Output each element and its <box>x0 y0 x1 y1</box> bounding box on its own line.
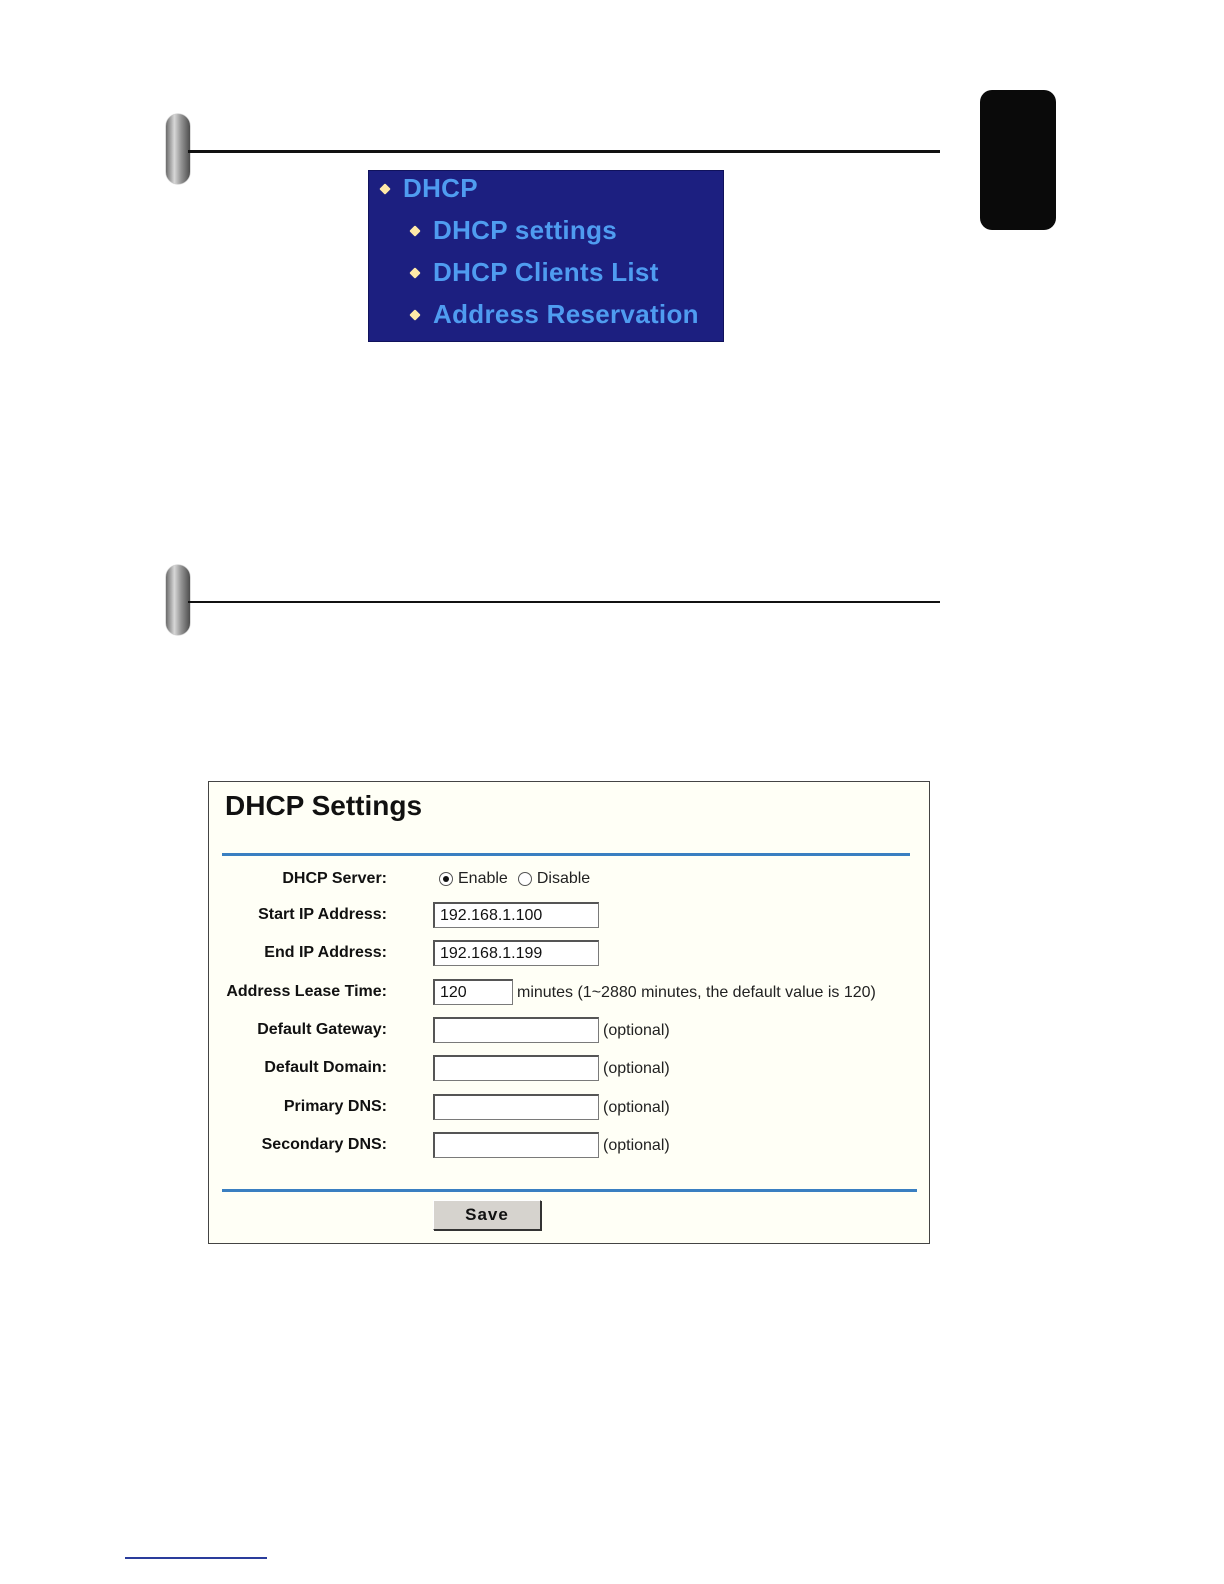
primary-dns-label: Primary DNS: <box>283 1098 387 1115</box>
section-divider <box>188 601 940 603</box>
lease-time-input[interactable] <box>433 979 513 1005</box>
dhcp-settings-panel <box>208 781 930 1244</box>
diamond-bullet-icon <box>409 225 420 236</box>
default-gateway-input[interactable] <box>433 1017 599 1043</box>
menu-item-dhcp[interactable] <box>381 173 478 204</box>
diamond-bullet-icon <box>409 309 420 320</box>
menu-item-label: DHCP settings <box>433 215 618 245</box>
lease-time-hint: minutes (1~2880 minutes, the default value is 120) <box>517 984 876 1001</box>
footer-divider <box>222 1189 917 1192</box>
section-marker-icon <box>166 114 190 184</box>
footnote-rule <box>125 1557 267 1559</box>
save-button[interactable]: Save <box>433 1200 541 1230</box>
section-marker-icon <box>166 565 190 635</box>
menu-item-label: DHCP Clients List <box>433 257 659 287</box>
default-domain-input[interactable] <box>433 1055 599 1081</box>
chapter-tab <box>980 90 1056 230</box>
optional-hint: (optional) <box>603 1022 670 1039</box>
enable-radio[interactable] <box>439 872 453 886</box>
default-domain-label: Default Domain: <box>264 1059 387 1076</box>
optional-hint: (optional) <box>603 1099 670 1116</box>
disable-radio[interactable] <box>518 872 532 886</box>
primary-dns-input[interactable] <box>433 1094 599 1120</box>
menu-item-address-reservation[interactable] <box>411 299 699 330</box>
dhcp-menu-panel <box>368 170 724 342</box>
end-ip-label: End IP Address: <box>264 944 387 961</box>
section-divider <box>188 150 940 153</box>
optional-hint: (optional) <box>603 1060 670 1077</box>
default-gateway-row <box>209 1017 929 1045</box>
default-gateway-label: Default Gateway: <box>257 1021 387 1038</box>
secondary-dns-input[interactable] <box>433 1132 599 1158</box>
dhcp-server-label: DHCP Server: <box>282 870 387 887</box>
end-ip-input[interactable] <box>433 940 599 966</box>
optional-hint: (optional) <box>603 1137 670 1154</box>
dhcp-server-radio-group <box>439 870 600 888</box>
page-title: DHCP Settings <box>225 790 423 821</box>
secondary-dns-label: Secondary DNS: <box>261 1136 387 1153</box>
lease-time-label: Address Lease Time: <box>226 983 387 1000</box>
start-ip-input[interactable] <box>433 902 599 928</box>
menu-item-dhcp-settings[interactable] <box>411 215 617 246</box>
enable-radio-label[interactable]: Enable <box>458 870 508 887</box>
radio-selected-dot <box>443 876 449 882</box>
end-ip-row <box>209 940 929 968</box>
menu-item-label: Address Reservation <box>433 299 699 329</box>
disable-radio-label[interactable]: Disable <box>536 870 591 887</box>
dhcp-server-row <box>209 866 929 894</box>
default-domain-row <box>209 1055 929 1083</box>
diamond-bullet-icon <box>409 267 420 278</box>
primary-dns-row <box>209 1094 929 1122</box>
title-divider <box>222 853 910 856</box>
menu-item-dhcp-clients-list[interactable] <box>411 257 659 288</box>
menu-item-label: DHCP <box>403 173 478 203</box>
secondary-dns-row <box>209 1132 929 1160</box>
diamond-bullet-icon <box>379 183 390 194</box>
start-ip-row <box>209 902 929 930</box>
start-ip-label: Start IP Address: <box>258 906 387 923</box>
lease-time-row <box>209 979 929 1007</box>
